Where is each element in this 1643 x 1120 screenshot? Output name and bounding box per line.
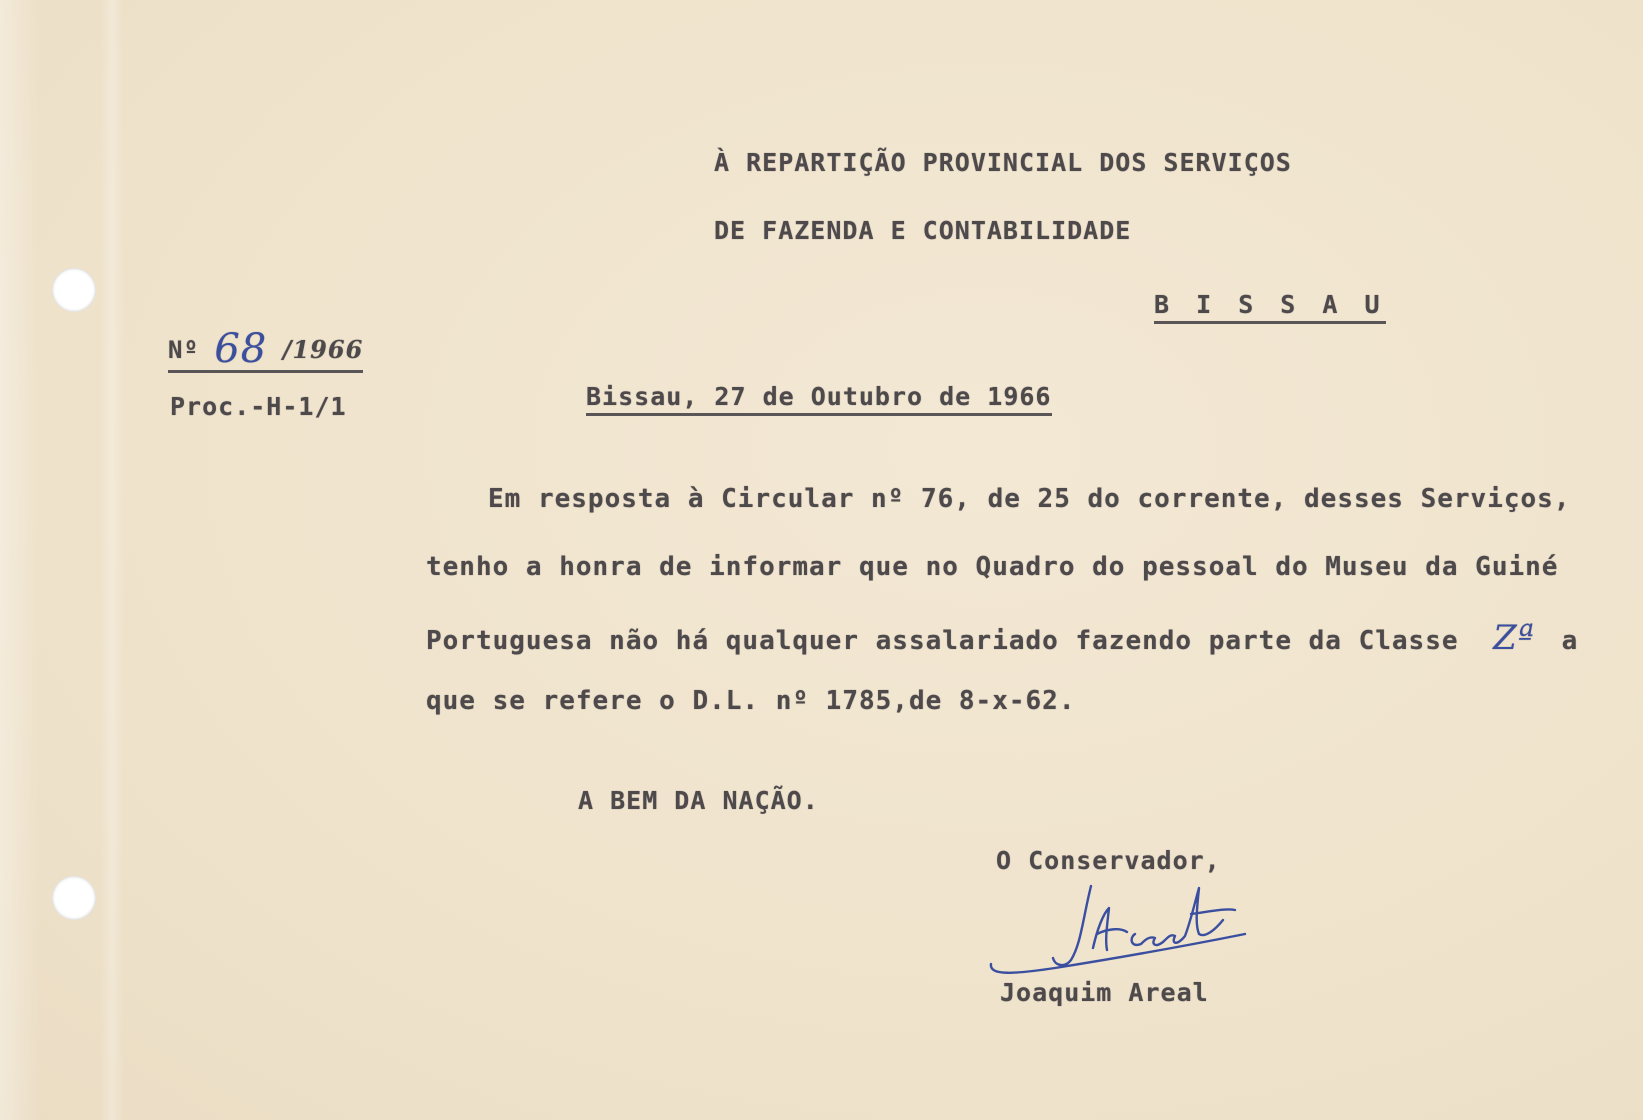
addressee-line-1: À REPARTIÇÃO PROVINCIAL DOS SERVIÇOS <box>714 148 1292 177</box>
handwritten-number: 68 <box>214 326 268 372</box>
body-line-3-end: a <box>1561 626 1579 656</box>
signature-stroke-real <box>1132 888 1235 945</box>
punch-hole-top <box>52 268 96 312</box>
addressee-city: B I S S A U <box>1154 290 1386 324</box>
handwritten-class: Zª <box>1493 618 1535 658</box>
punch-hole-bottom <box>52 876 96 920</box>
date-line: Bissau, 27 de Outubro de 1966 <box>586 382 1052 416</box>
signature-stroke-a <box>1093 908 1127 950</box>
signature-underline <box>991 934 1245 973</box>
addressee-line-2: DE FAZENDA E CONTABILIDADE <box>714 216 1132 245</box>
reference-number <box>168 322 363 373</box>
signatory-name: Joaquim Areal <box>1000 978 1209 1007</box>
body-line-1: Em resposta à Circular nº 76, de 25 do corrente, desses Serviços, <box>488 484 1571 514</box>
signatory-title: O Conservador, <box>996 846 1221 875</box>
body-line-3 <box>426 618 1578 658</box>
number-year: /1966 <box>282 335 364 364</box>
signature-stroke-j <box>1053 886 1091 965</box>
closing-formula: A BEM DA NAÇÃO. <box>578 786 819 815</box>
process-reference: Proc.-H-1/1 <box>170 392 347 421</box>
body-line-3-text: Portuguesa não há qualquer assalariado fazendo parte da Classe <box>426 626 1459 656</box>
body-line-2: tenho a honra de informar que no Quadro do pessoal do Museu da Guiné <box>426 552 1559 582</box>
signature <box>985 878 1275 988</box>
number-prefix: Nº <box>168 336 199 364</box>
body-line-4: que se refere o D.L. nº 1785,de 8-x-62. <box>426 686 1076 716</box>
